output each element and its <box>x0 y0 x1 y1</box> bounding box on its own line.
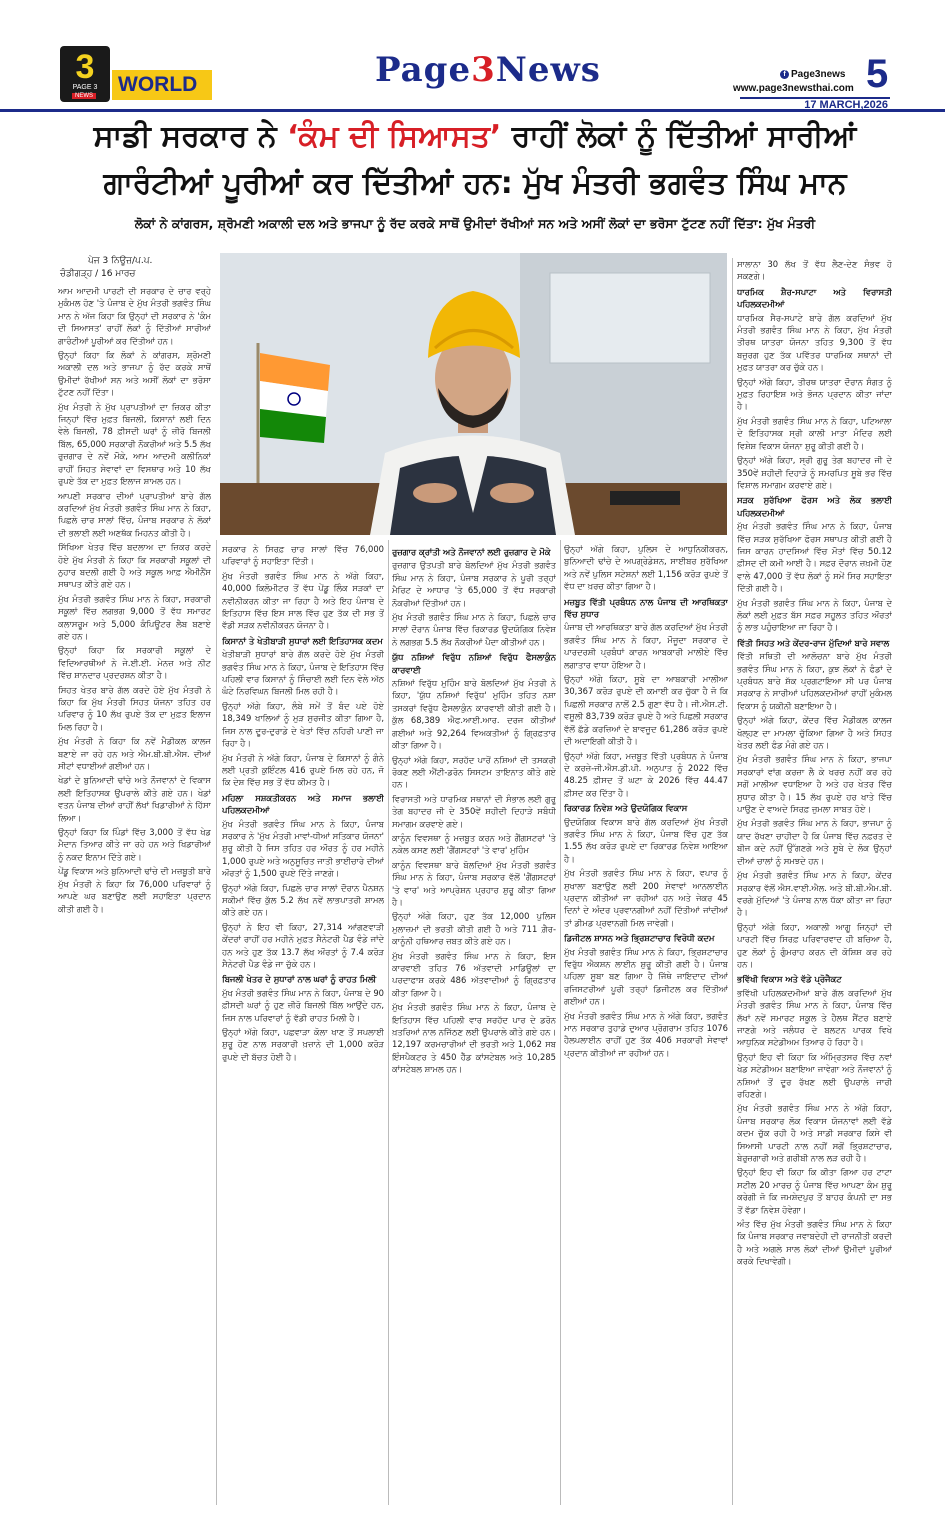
article-paragraph: ਮੁੱਖ ਮੰਤਰੀ ਨੇ ਅੱਗੇ ਕਿਹਾ, ਪੰਜਾਬ ਦੇ ਕਿਸਾਨਾਂ ਨੂੰ ਗੰਨੇ ਲਈ ਪ੍ਰਤੀ ਕੁਇੰਟਲ 416 ਰੁਪਏ ਮਿਲ ਰਹੇ ਹਨ, ਜੋ ਕਿ ਦੇਸ਼ ਵਿੱਚ ਸਭ ਤੋਂ ਵੱਧ ਕੀਮਤ ਹੈ। <box>222 752 384 788</box>
article-subheading: ਮਜ਼ਬੂਤ ਵਿੱਤੀ ਪ੍ਰਬੰਧਨ ਨਾਲ ਪੰਜਾਬ ਦੀ ਆਰਥਿਕਤਾ ਵਿੱਚ ਸੁਧਾਰ <box>564 596 728 620</box>
article-paragraph: ਉਨ੍ਹਾਂ ਅੱਗੇ ਕਿਹਾ, ਪਛਵਾੜਾ ਕੋਲਾ ਖਾਣ ਤੋਂ ਸਪਲਾਈ ਸ਼ੁਰੂ ਹੋਣ ਨਾਲ ਸਰਕਾਰੀ ਖ਼ਜ਼ਾਨੇ ਦੀ 1,000 ਕਰੋੜ ਰੁਪਏ ਦੀ ਬੱਚਤ ਹੋਈ ਹੈ। <box>222 1027 384 1062</box>
subheadline: ਲੋਕਾਂ ਨੇ ਕਾਂਗਰਸ, ਸ਼੍ਰੋਮਣੀ ਅਕਾਲੀ ਦਲ ਅਤੇ ਭਾਜਪਾ ਨੂੰ ਰੱਦ ਕਰਕੇ ਸਾਥੋਂ ਉਮੀਦਾਂ ਰੱਖੀਆਂ ਸਨ ਅਤੇ ਅਸੀਂ ਲੋਕਾਂ ਦਾ ਭਰੋਸਾ ਟੁੱਟਣ ਨਹੀਂ ਦਿੱਤਾ: ਮੁੱਖ ਮੰਤਰੀ <box>134 216 816 231</box>
article-paragraph: ਖੇਡਾਂ ਦੇ ਬੁਨਿਆਦੀ ਢਾਂਚੇ ਅਤੇ ਨੌਜਵਾਨਾਂ ਦੇ ਵਿਕਾਸ ਲਈ ਇਤਿਹਾਸਕ ਉਪਰਾਲੇ ਕੀਤੇ ਗਏ ਹਨ। ਖੇਡਾਂ ਵਤਨ ਪੰਜਾਬ ਦੀਆਂ ਰਾਹੀਂ ਲੱਖਾਂ ਖਿਡਾਰੀਆਂ ਨੇ ਹਿੱਸਾ ਲਿਆ। <box>58 775 211 823</box>
article-paragraph: ਪੰਜਾਬ ਦੀ ਆਰਥਿਕਤਾ ਬਾਰੇ ਗੱਲ ਕਰਦਿਆਂ ਮੁੱਖ ਮੰਤਰੀ ਭਗਵੰਤ ਸਿੰਘ ਮਾਨ ਨੇ ਕਿਹਾ, ਮੌਜੂਦਾ ਸਰਕਾਰ ਦੇ ਪਾਰਦਰਸ਼ੀ ਪ੍ਰਬੰਧਾਂ ਕਾਰਨ ਆਬਕਾਰੀ ਮਾਲੀਏ ਵਿੱਚ ਲਗਾਤਾਰ ਵਾਧਾ ਹੋਇਆ ਹੈ। <box>564 622 728 670</box>
article-paragraph: ਮੁੱਖ ਮੰਤਰੀ ਭਗਵੰਤ ਸਿੰਘ ਮਾਨ ਨੇ ਕਿਹਾ, ਭ੍ਰਿਸ਼ਟਾਚਾਰ ਵਿਰੁੱਧ ਐਕਸ਼ਨ ਲਾਈਨ ਸ਼ੁਰੂ ਕੀਤੀ ਗਈ ਹੈ। ਪੰਜਾਬ ਪਹਿਲਾ ਸੂਬਾ ਬਣ ਗਿਆ ਹੈ ਜਿੱਥੇ ਜਾਇਦਾਦ ਦੀਆਂ ਰਜਿਸਟਰੀਆਂ ਪੂਰੀ ਤਰ੍ਹਾਂ ਡਿਜੀਟਲ ਕਰ ਦਿੱਤੀਆਂ ਗਈਆਂ ਹਨ। <box>564 946 728 1007</box>
logo-news-tag: NEWS <box>72 93 96 99</box>
article-paragraph: ਉਨ੍ਹਾਂ ਅੱਗੇ ਕਿਹਾ, ਕੇਂਦਰ ਵਿੱਚ ਮੈਡੀਕਲ ਕਾਲਜ ਖੋਲ੍ਹਣ ਦਾ ਮਾਮਲਾ ਚੁੱਕਿਆ ਗਿਆ ਹੈ ਅਤੇ ਸਿਹਤ ਖੇਤਰ ਲਈ ਫੰਡ ਮੰਗੇ ਗਏ ਹਨ। <box>737 715 892 751</box>
logo-text: PAGE 3 <box>72 84 98 91</box>
article-paragraph: ਮੁੱਖ ਮੰਤਰੀ ਭਗਵੰਤ ਸਿੰਘ ਮਾਨ ਨੇ ਕਿਹਾ, ਪਟਿਆਲਾ ਦੇ ਇਤਿਹਾਸਕ ਸ੍ਰੀ ਕਾਲੀ ਮਾਤਾ ਮੰਦਿਰ ਲਈ ਵਿਸ਼ੇਸ਼ ਵਿਕਾਸ ਯੋਜਨਾ ਸ਼ੁਰੂ ਕੀਤੀ ਗਈ ਹੈ। <box>737 415 892 451</box>
issue-date: 17 MARCH,2026 <box>740 97 890 111</box>
article-paragraph: ਉਨ੍ਹਾਂ ਅੱਗੇ ਕਿਹਾ, ਸੂਬੇ ਦਾ ਆਬਕਾਰੀ ਮਾਲੀਆ 30,367 ਕਰੋੜ ਰੁਪਏ ਦੀ ਕਮਾਈ ਕਰ ਚੁੱਕਾ ਹੈ ਜੋ ਕਿ ਪਿਛਲੀ ਸਰਕਾਰ ਨਾਲੋਂ 2.5 ਗੁਣਾ ਵੱਧ ਹੈ। ਜੀ.ਐਸ.ਟੀ. ਵਸੂਲੀ 83,739 ਕਰੋੜ ਰੁਪਏ ਹੈ ਅਤੇ ਪਿਛਲੀ ਸਰਕਾਰ ਵੱਲੋਂ ਛੱਡੇ ਕਰਜ਼ਿਆਂ ਦੇ ਬਾਵਜੂਦ 61,286 ਕਰੋੜ ਰੁਪਏ ਦੀ ਅਦਾਇਗੀ ਕੀਤੀ ਹੈ। <box>564 674 728 747</box>
article-paragraph: ਭਵਿੱਖੀ ਪਹਿਲਕਦਮੀਆਂ ਬਾਰੇ ਗੱਲ ਕਰਦਿਆਂ ਮੁੱਖ ਮੰਤਰੀ ਭਗਵੰਤ ਸਿੰਘ ਮਾਨ ਨੇ ਕਿਹਾ, ਪੰਜਾਬ ਵਿੱਚ ਲੱਖਾਂ ਨਵੇਂ ਸਮਾਰਟ ਸਕੂਲ ਤੇ ਹੈਲਥ ਸੈਂਟਰ ਬਣਾਏ ਜਾਣਗੇ ਅਤੇ ਜਲੰਧਰ ਦੇ ਬਲਟਨ ਪਾਰਕ ਵਿਖੇ ਆਧੁਨਿਕ ਸਟੇਡੀਅਮ ਤਿਆਰ ਹੋ ਰਿਹਾ ਹੈ। <box>737 987 892 1048</box>
headline-line-1 <box>50 116 900 158</box>
article-paragraph: ਆਮ ਆਦਮੀ ਪਾਰਟੀ ਦੀ ਸਰਕਾਰ ਦੇ ਚਾਰ ਵਰ੍ਹੇ ਮੁਕੰਮਲ ਹੋਣ 'ਤੇ ਪੰਜਾਬ ਦੇ ਮੁੱਖ ਮੰਤਰੀ ਭਗਵੰਤ ਸਿੰਘ ਮਾਨ ਨੇ ਅੱਜ ਕਿਹਾ ਕਿ ਉਨ੍ਹਾਂ ਦੀ ਸਰਕਾਰ ਨੇ 'ਕੰਮ ਦੀ ਸਿਆਸਤ' ਰਾਹੀਂ ਲੋਕਾਂ ਨੂੰ ਦਿੱਤੀਆਂ ਸਾਰੀਆਂ ਗਾਰੰਟੀਆਂ ਪੂਰੀਆਂ ਕਰ ਦਿੱਤੀਆਂ ਹਨ। <box>58 286 211 346</box>
article-paragraph: ਵਿੱਤੀ ਸਥਿਤੀ ਦੀ ਆਲੋਚਨਾ ਬਾਰੇ ਮੁੱਖ ਮੰਤਰੀ ਭਗਵੰਤ ਸਿੰਘ ਮਾਨ ਨੇ ਕਿਹਾ, ਕੁਝ ਲੋਕਾਂ ਨੇ ਫੰਡਾਂ ਦੇ ਪ੍ਰਬੰਧਨ ਬਾਰੇ ਸ਼ੱਕ ਪ੍ਰਗਟਾਇਆ ਸੀ ਪਰ ਪੰਜਾਬ ਸਰਕਾਰ ਨੇ ਸਾਰੀਆਂ ਪਹਿਲਕਦਮੀਆਂ ਰਾਹੀਂ ਮੁਕੰਮਲ ਵਿਕਾਸ ਨੂੰ ਯਕੀਨੀ ਬਣਾਇਆ ਹੈ। <box>737 651 892 711</box>
article-paragraph: ਅੰਤ ਵਿੱਚ ਮੁੱਖ ਮੰਤਰੀ ਭਗਵੰਤ ਸਿੰਘ ਮਾਨ ਨੇ ਕਿਹਾ ਕਿ ਪੰਜਾਬ ਸਰਕਾਰ ਜਵਾਬਦੇਹੀ ਦੀ ਰਾਜਨੀਤੀ ਕਰਦੀ ਹੈ ਅਤੇ ਅਗਲੇ ਸਾਲ ਲੋਕਾਂ ਦੀਆਂ ਉਮੀਦਾਂ ਪੂਰੀਆਂ ਕਰਕੇ ਦਿਖਾਵੇਗੀ। <box>737 1219 892 1267</box>
article-subheading: ਭਵਿੱਖੀ ਵਿਕਾਸ ਅਤੇ ਵੱਡੇ ਪ੍ਰੋਜੈਕਟ <box>737 974 842 985</box>
article-column-3 <box>392 543 556 1505</box>
article-paragraph: ਮੁੱਖ ਮੰਤਰੀ ਭਗਵੰਤ ਸਿੰਘ ਮਾਨ ਨੇ ਅੱਗੇ ਕਿਹਾ, 40,000 ਕਿਲੋਮੀਟਰ ਤੋਂ ਵੱਧ ਪੇਂਡੂ ਲਿੰਕ ਸੜਕਾਂ ਦਾ ਨਵੀਨੀਕਰਨ ਕੀਤਾ ਜਾ ਰਿਹਾ ਹੈ ਅਤੇ ਇਹ ਪੰਜਾਬ ਦੇ ਇਤਿਹਾਸ ਵਿੱਚ ਇਸ ਸਾਲ ਵਿੱਚ ਹੁਣ ਤੱਕ ਦੀ ਸਭ ਤੋਂ ਵੱਡੀ ਸੜਕ ਨਵੀਨੀਕਰਨ ਯੋਜਨਾ ਹੈ। <box>222 570 384 631</box>
column-divider <box>560 540 561 1505</box>
column-divider <box>388 540 389 1505</box>
article-subheading: ਯੁੱਧ ਨਸ਼ਿਆਂ ਵਿਰੁੱਧ ਨਸ਼ਿਆਂ ਵਿਰੁੱਧ ਫੈਸਲਾਕੁੰਨ ਕਾਰਵਾਈ <box>392 652 556 675</box>
article-paragraph: ਮੁੱਖ ਮੰਤਰੀ ਨੇ ਮੁੱਖ ਪ੍ਰਾਪਤੀਆਂ ਦਾ ਜ਼ਿਕਰ ਕੀਤਾ ਜਿਨ੍ਹਾਂ ਵਿੱਚ ਮੁਫ਼ਤ ਬਿਜਲੀ, ਕਿਸਾਨਾਂ ਲਈ ਦਿਨ ਵੇਲੇ ਬਿਜਲੀ, 78 ਫ਼ੀਸਦੀ ਘਰਾਂ ਨੂੰ ਜ਼ੀਰੋ ਬਿਜਲੀ ਬਿੱਲ, 65,000 ਸਰਕਾਰੀ ਨੌਕਰੀਆਂ ਅਤੇ 5.5 ਲੱਖ ਰੁਜ਼ਗਾਰ ਦੇ ਨਵੇਂ ਮੌਕੇ, ਆਮ ਆਦਮੀ ਕਲੀਨਿਕਾਂ ਰਾਹੀਂ ਸਿਹਤ ਸੇਵਾਵਾਂ ਦਾ ਵਿਸਥਾਰ ਅਤੇ 10 ਲੱਖ ਰੁਪਏ ਤੱਕ ਦਾ ਮੁਫ਼ਤ ਇਲਾਜ ਸ਼ਾਮਲ ਹਨ। <box>58 401 211 487</box>
article-paragraph: ਮੁੱਖ ਮੰਤਰੀ ਨੇ ਕਿਹਾ ਕਿ ਨਵੇਂ ਮੈਡੀਕਲ ਕਾਲਜ ਬਣਾਏ ਜਾ ਰਹੇ ਹਨ ਅਤੇ ਐਮ.ਬੀ.ਬੀ.ਐਸ. ਦੀਆਂ ਸੀਟਾਂ ਵਧਾਈਆਂ ਗਈਆਂ ਹਨ। <box>58 736 211 772</box>
social-handle <box>780 69 845 80</box>
article-paragraph: ਉਨ੍ਹਾਂ ਅੱਗੇ ਕਿਹਾ, ਹੁਣ ਤੱਕ 12,000 ਪੁਲਿਸ ਮੁਲਾਜ਼ਮਾਂ ਦੀ ਭਰਤੀ ਕੀਤੀ ਗਈ ਹੈ ਅਤੇ 711 ਗ਼ੈਰ-ਕਾਨੂੰਨੀ ਹਥਿਆਰ ਜ਼ਬਤ ਕੀਤੇ ਗਏ ਹਨ। <box>392 911 556 947</box>
article-paragraph: ਨਸ਼ਿਆਂ ਵਿਰੁੱਧ ਮੁਹਿੰਮ ਬਾਰੇ ਬੋਲਦਿਆਂ ਮੁੱਖ ਮੰਤਰੀ ਨੇ ਕਿਹਾ, 'ਯੁੱਧ ਨਸ਼ਿਆਂ ਵਿਰੁੱਧ' ਮੁਹਿੰਮ ਤਹਿਤ ਨਸ਼ਾ ਤਸਕਰਾਂ ਵਿਰੁੱਧ ਫੈਸਲਾਕੁੰਨ ਕਾਰਵਾਈ ਕੀਤੀ ਗਈ ਹੈ। ਕੁੱਲ 68,389 ਐਫ.ਆਈ.ਆਰ. ਦਰਜ ਕੀਤੀਆਂ ਗਈਆਂ ਅਤੇ 92,264 ਵਿਅਕਤੀਆਂ ਨੂੰ ਗ੍ਰਿਫ਼ਤਾਰ ਕੀਤਾ ਗਿਆ ਹੈ। <box>392 678 556 751</box>
article-paragraph: ਮੁੱਖ ਮੰਤਰੀ ਭਗਵੰਤ ਸਿੰਘ ਮਾਨ ਨੇ ਕਿਹਾ, ਕੇਂਦਰ ਸਰਕਾਰ ਵੱਲੋਂ ਐਸ.ਵਾਈ.ਐਲ. ਅਤੇ ਬੀ.ਬੀ.ਐਮ.ਬੀ. ਵਰਗੇ ਮੁੱਦਿਆਂ 'ਤੇ ਪੰਜਾਬ ਨਾਲ ਧੱਕਾ ਕੀਤਾ ਜਾ ਰਿਹਾ ਹੈ। <box>737 870 892 918</box>
article-paragraph: ਮੁੱਖ ਮੰਤਰੀ ਭਗਵੰਤ ਸਿੰਘ ਮਾਨ ਨੇ ਕਿਹਾ, ਭਾਜਪਾ ਨੂੰ ਯਾਦ ਰੱਖਣਾ ਚਾਹੀਦਾ ਹੈ ਕਿ ਪੰਜਾਬ ਵਿੱਚ ਨਫ਼ਰਤ ਦੇ ਬੀਜ ਕਦੇ ਨਹੀਂ ਉੱਗਣਗੇ ਅਤੇ ਸੂਬੇ ਦੇ ਲੋਕ ਉਨ੍ਹਾਂ ਦੀਆਂ ਚਾਲਾਂ ਨੂੰ ਸਮਝਦੇ ਹਨ। <box>737 818 892 866</box>
article-subheading: ਵਿੱਤੀ ਸਿਹਤ ਅਤੇ ਕੇਂਦਰ-ਰਾਜ ਮੁੱਦਿਆਂ ਬਾਰੇ ਸਵਾਲ <box>737 637 890 648</box>
article-paragraph: ਕਾਨੂੰਨ ਵਿਵਸਥਾ ਬਾਰੇ ਬੋਲਦਿਆਂ ਮੁੱਖ ਮੰਤਰੀ ਭਗਵੰਤ ਸਿੰਘ ਮਾਨ ਨੇ ਕਿਹਾ, ਪੰਜਾਬ ਸਰਕਾਰ ਵੱਲੋਂ 'ਗੈਂਗਸਟਰਾਂ 'ਤੇ ਵਾਰ' ਅਤੇ ਆਪ੍ਰੇਸ਼ਨ ਪ੍ਰਹਾਰ ਸ਼ੁਰੂ ਕੀਤਾ ਗਿਆ ਹੈ। <box>392 859 556 907</box>
article-paragraph: ਉਨ੍ਹਾਂ ਅੱਗੇ ਕਿਹਾ, ਸ੍ਰੀ ਗੁਰੂ ਤੇਗ ਬਹਾਦਰ ਜੀ ਦੇ 350ਵੇਂ ਸ਼ਹੀਦੀ ਦਿਹਾੜੇ ਨੂੰ ਸਮਰਪਿਤ ਸੂਬੇ ਭਰ ਵਿੱਚ ਵਿਸ਼ਾਲ ਸਮਾਗਮ ਕਰਵਾਏ ਗਏ। <box>737 455 892 490</box>
headline-line-2: ਗਾਰੰਟੀਆਂ ਪੂਰੀਆਂ ਕਰ ਦਿੱਤੀਆਂ ਹਨ: ਮੁੱਖ ਮੰਤਰੀ ਭਗਵੰਤ ਸਿੰਘ ਮਾਨ <box>103 166 847 201</box>
headline-highlight: ‘ਕੰਮ ਦੀ ਸਿਆਸਤ’ <box>287 119 502 154</box>
article-paragraph: ਉਨ੍ਹਾਂ ਅੱਗੇ ਕਿਹਾ, ਤੀਰਥ ਯਾਤਰਾ ਦੌਰਾਨ ਸੰਗਤ ਨੂੰ ਮੁਫ਼ਤ ਰਿਹਾਇਸ਼ ਅਤੇ ਭੋਜਨ ਪ੍ਰਦਾਨ ਕੀਤਾ ਜਾਂਦਾ ਹੈ। <box>737 376 892 412</box>
facebook-icon: f <box>780 70 789 79</box>
article-subheading: ਕਿਸਾਨਾਂ ਤੇ ਖੇਤੀਬਾੜੀ ਸੁਧਾਰਾਂ ਲਈ ਇਤਿਹਾਸਕ ਕਦਮ <box>222 635 383 646</box>
article-paragraph: ਸਰਕਾਰ ਨੇ ਸਿਰਫ਼ ਚਾਰ ਸਾਲਾਂ ਵਿੱਚ 76,000 ਪਰਿਵਾਰਾਂ ਨੂੰ ਸਹਾਇਤਾ ਦਿੱਤੀ। <box>222 544 384 567</box>
article-paragraph: ਉਨ੍ਹਾਂ ਅੱਗੇ ਕਿਹਾ, ਪਿਛਲੇ ਚਾਰ ਸਾਲਾਂ ਦੌਰਾਨ ਪੈਨਸ਼ਨ ਸਕੀਮਾਂ ਵਿੱਚ ਕੁੱਲ 5.2 ਲੱਖ ਨਵੇਂ ਲਾਭਪਾਤਰੀ ਸ਼ਾਮਲ ਕੀਤੇ ਗਏ ਹਨ। <box>222 882 384 918</box>
india-flag-icon <box>260 353 330 443</box>
headline-start: ਸਾਡੀ ਸਰਕਾਰ ਨੇ <box>93 119 277 154</box>
article-paragraph: ਮੁੱਖ ਮੰਤਰੀ ਭਗਵੰਤ ਸਿੰਘ ਮਾਨ ਨੇ ਕਿਹਾ, ਪੰਜਾਬ ਦੇ ਲੋਕਾਂ ਲਈ ਮੁਫ਼ਤ ਬੱਸ ਸਫ਼ਰ ਸਹੂਲਤ ਤਹਿਤ ਔਰਤਾਂ ਨੂੰ ਲਾਭ ਪਹੁੰਚਾਇਆ ਜਾ ਰਿਹਾ ਹੈ। <box>737 597 892 633</box>
article-paragraph: ਮੁੱਖ ਮੰਤਰੀ ਭਗਵੰਤ ਸਿੰਘ ਮਾਨ ਨੇ ਕਿਹਾ, ਵਪਾਰ ਨੂੰ ਸੁਖਾਲਾ ਬਣਾਉਣ ਲਈ 200 ਸੇਵਾਵਾਂ ਆਨਲਾਈਨ ਪ੍ਰਦਾਨ ਕੀਤੀਆਂ ਜਾ ਰਹੀਆਂ ਹਨ ਅਤੇ ਜੇਕਰ 45 ਦਿਨਾਂ ਦੇ ਅੰਦਰ ਪ੍ਰਵਾਨਗੀਆਂ ਨਹੀਂ ਦਿੱਤੀਆਂ ਜਾਂਦੀਆਂ ਤਾਂ ਡੀਮਡ ਪ੍ਰਵਾਨਗੀ ਮਿਲ ਜਾਵੇਗੀ। <box>564 868 728 928</box>
article-paragraph: ਕਾਨੂੰਨ ਵਿਵਸਥਾ ਨੂੰ ਮਜ਼ਬੂਤ ਕਰਨ ਅਤੇ ਗੈਂਗਸਟਰਾਂ 'ਤੇ ਨਕੇਲ ਕਸਣ ਲਈ 'ਗੈਂਗਸਟਰਾਂ 'ਤੇ ਵਾਰ' ਮੁਹਿੰਮ <box>392 832 556 856</box>
article-paragraph: ਉਨ੍ਹਾਂ ਅੱਗੇ ਕਿਹਾ, ਅਕਾਲੀ ਆਗੂ ਜਿਨ੍ਹਾਂ ਦੀ ਪਾਰਟੀ ਵਿੱਚ ਸਿਰਫ਼ ਪਰਿਵਾਰਵਾਦ ਹੀ ਬਚਿਆ ਹੈ, ਹੁਣ ਲੋਕਾਂ ਨੂੰ ਗੁੰਮਰਾਹ ਕਰਨ ਦੀ ਕੋਸ਼ਿਸ਼ ਕਰ ਰਹੇ ਹਨ। <box>737 921 892 969</box>
article-photo <box>220 253 727 535</box>
column-divider <box>216 540 217 1505</box>
article-subheading: ਰੁਜ਼ਗਾਰ ਕ੍ਰਾਂਤੀ ਅਤੇ ਨੌਜਵਾਨਾਂ ਲਈ ਰੁਜ਼ਗਾਰ ਦੇ ਮੌਕੇ <box>392 547 551 557</box>
article-paragraph: ਖੇਤੀਬਾੜੀ ਸੁਧਾਰਾਂ ਬਾਰੇ ਗੱਲ ਕਰਦੇ ਹੋਏ ਮੁੱਖ ਮੰਤਰੀ ਭਗਵੰਤ ਸਿੰਘ ਮਾਨ ਨੇ ਕਿਹਾ, ਪੰਜਾਬ ਦੇ ਇਤਿਹਾਸ ਵਿੱਚ ਪਹਿਲੀ ਵਾਰ ਕਿਸਾਨਾਂ ਨੂੰ ਸਿੰਚਾਈ ਲਈ ਦਿਨ ਵੇਲੇ ਅੱਠ ਘੰਟੇ ਨਿਰਵਿਘਨ ਬਿਜਲੀ ਮਿਲ ਰਹੀ ਹੈ। <box>222 649 384 697</box>
article-subheading: ਡਿਜੀਟਲ ਸ਼ਾਸਨ ਅਤੇ ਭ੍ਰਿਸ਼ਟਾਚਾਰ ਵਿਰੋਧੀ ਕਦਮ <box>564 933 715 944</box>
social-handle-text: Page3news <box>791 69 846 80</box>
article-subheading: ਮਹਿਲਾ ਸਸ਼ਕਤੀਕਰਨ ਅਤੇ ਸਮਾਜ ਭਲਾਈ ਪਹਿਲਕਦਮੀਆਂ <box>222 792 384 816</box>
article-subheading: ਧਾਰਮਿਕ ਸ਼ੈਰ-ਸਪਾਟਾ ਅਤੇ ਵਿਰਾਸਤੀ ਪਹਿਲਕਦਮੀਆਂ <box>737 286 892 310</box>
article-paragraph: ਧਾਰਮਿਕ ਸੈਰ-ਸਪਾਟੇ ਬਾਰੇ ਗੱਲ ਕਰਦਿਆਂ ਮੁੱਖ ਮੰਤਰੀ ਭਗਵੰਤ ਸਿੰਘ ਮਾਨ ਨੇ ਕਿਹਾ, ਮੁੱਖ ਮੰਤਰੀ ਤੀਰਥ ਯਾਤਰਾ ਯੋਜਨਾ ਤਹਿਤ 9,300 ਤੋਂ ਵੱਧ ਬਜ਼ੁਰਗ ਹੁਣ ਤੱਕ ਪਵਿੱਤਰ ਧਾਰਮਿਕ ਸਥਾਨਾਂ ਦੀ ਮੁਫ਼ਤ ਯਾਤਰਾ ਕਰ ਚੁੱਕੇ ਹਨ। <box>737 312 892 373</box>
article-paragraph: ਉਨ੍ਹਾਂ ਕਿਹਾ ਕਿ ਲੋਕਾਂ ਨੇ ਕਾਂਗਰਸ, ਸ਼੍ਰੋਮਣੀ ਅਕਾਲੀ ਦਲ ਅਤੇ ਭਾਜਪਾ ਨੂੰ ਰੱਦ ਕਰਕੇ ਸਾਥੋਂ ਉਮੀਦਾਂ ਰੱਖੀਆਂ ਸਨ ਅਤੇ ਅਸੀਂ ਲੋਕਾਂ ਦਾ ਭਰੋਸਾ ਟੁੱਟਣ ਨਹੀਂ ਦਿੱਤਾ। <box>58 350 211 398</box>
article-paragraph: ਉਦਯੋਗਿਕ ਵਿਕਾਸ ਬਾਰੇ ਗੱਲ ਕਰਦਿਆਂ ਮੁੱਖ ਮੰਤਰੀ ਭਗਵੰਤ ਸਿੰਘ ਮਾਨ ਨੇ ਕਿਹਾ, ਪੰਜਾਬ ਵਿੱਚ ਹੁਣ ਤੱਕ 1.55 ਲੱਖ ਕਰੋੜ ਰੁਪਏ ਦਾ ਰਿਕਾਰਡ ਨਿਵੇਸ਼ ਆਇਆ ਹੈ। <box>564 816 728 864</box>
nameplate <box>610 491 680 505</box>
article-paragraph: ਸਿੱਖਿਆ ਖੇਤਰ ਵਿੱਚ ਬਦਲਾਅ ਦਾ ਜ਼ਿਕਰ ਕਰਦੇ ਹੋਏ ਮੁੱਖ ਮੰਤਰੀ ਨੇ ਕਿਹਾ ਕਿ ਸਰਕਾਰੀ ਸਕੂਲਾਂ ਦੀ ਨੁਹਾਰ ਬਦਲੀ ਗਈ ਹੈ ਅਤੇ ਸਕੂਲ ਆਫ਼ ਐਮੀਨੈਂਸ ਸਥਾਪਤ ਕੀਤੇ ਗਏ ਹਨ। <box>58 542 211 590</box>
section-label: WORLD <box>112 70 212 100</box>
website-url: www.page3newsthai.com <box>733 83 854 94</box>
masthead-three: 3 <box>471 50 496 90</box>
byline <box>60 255 210 281</box>
byline-dateline: ਚੰਡੀਗੜ੍ਹ / 16 ਮਾਰਚ <box>60 269 136 279</box>
article-column-2 <box>222 543 384 1505</box>
article-paragraph: ਰੁਜ਼ਗਾਰ ਉਤਪਤੀ ਬਾਰੇ ਬੋਲਦਿਆਂ ਮੁੱਖ ਮੰਤਰੀ ਭਗਵੰਤ ਸਿੰਘ ਮਾਨ ਨੇ ਕਿਹਾ, ਪੰਜਾਬ ਸਰਕਾਰ ਨੇ ਪੂਰੀ ਤਰ੍ਹਾਂ ਮੈਰਿਟ ਦੇ ਆਧਾਰ 'ਤੇ 65,000 ਤੋਂ ਵੱਧ ਸਰਕਾਰੀ ਨੌਕਰੀਆਂ ਦਿੱਤੀਆਂ ਹਨ। <box>392 560 556 608</box>
article-paragraph: ਉਨ੍ਹਾਂ ਕਿਹਾ ਕਿ ਪਿੰਡਾਂ ਵਿੱਚ 3,000 ਤੋਂ ਵੱਧ ਖੇਡ ਮੈਦਾਨ ਤਿਆਰ ਕੀਤੇ ਜਾ ਰਹੇ ਹਨ ਅਤੇ ਖਿਡਾਰੀਆਂ ਨੂੰ ਨਕਦ ਇਨਾਮ ਦਿੱਤੇ ਗਏ। <box>58 827 211 862</box>
article-paragraph: ਸਾਲਾਨਾ 30 ਲੱਖ ਤੋਂ ਵੱਧ ਲੈਣ-ਦੇਣ ਸੰਭਵ ਹੋ ਸਕਣਗੇ। <box>737 259 892 282</box>
article-paragraph: ਮੁੱਖ ਮੰਤਰੀ ਭਗਵੰਤ ਸਿੰਘ ਮਾਨ ਨੇ ਕਿਹਾ, ਸਰਕਾਰੀ ਸਕੂਲਾਂ ਵਿੱਚ ਲਗਭਗ 9,000 ਤੋਂ ਵੱਧ ਸਮਾਰਟ ਕਲਾਸਰੂਮ ਅਤੇ 5,000 ਕੰਪਿਊਟਰ ਲੈਬ ਬਣਾਏ ਗਏ ਹਨ। <box>58 593 211 641</box>
cm-portrait-illustration <box>220 253 727 535</box>
article-paragraph: ਮੁੱਖ ਮੰਤਰੀ ਭਗਵੰਤ ਸਿੰਘ ਮਾਨ ਨੇ ਅੱਗੇ ਕਿਹਾ, ਪੰਜਾਬ ਸਰਕਾਰ ਲੋਕ ਵਿਕਾਸ ਯੋਜਨਾਵਾਂ ਲਈ ਵੱਡੇ ਕਦਮ ਚੁੱਕ ਰਹੀ ਹੈ ਅਤੇ ਸਾਡੀ ਸਰਕਾਰ ਕਿਸੇ ਵੀ ਸਿਆਸੀ ਪਾਰਟੀ ਨਾਲ ਨਹੀਂ ਸਗੋਂ ਭ੍ਰਿਸ਼ਟਾਚਾਰ, ਬੇਰੁਜ਼ਗਾਰੀ ਅਤੇ ਗਰੀਬੀ ਨਾਲ ਲੜ ਰਹੀ ਹੈ। <box>737 1103 892 1164</box>
headline-end: ਰਾਹੀਂ ਲੋਕਾਂ ਨੂੰ ਦਿੱਤੀਆਂ ਸਾਰੀਆਂ <box>511 119 857 154</box>
article-column-1 <box>58 285 211 1505</box>
article-paragraph: ਉਨ੍ਹਾਂ ਕਿਹਾ ਕਿ ਸਰਕਾਰੀ ਸਕੂਲਾਂ ਦੇ ਵਿਦਿਆਰਥੀਆਂ ਨੇ ਜੇ.ਈ.ਈ. ਮੇਨਜ਼ ਅਤੇ ਨੀਟ ਵਿੱਚ ਸ਼ਾਨਦਾਰ ਪ੍ਰਦਰਸ਼ਨ ਕੀਤਾ ਹੈ। <box>58 645 211 681</box>
article-paragraph: ਉਨ੍ਹਾਂ ਇਹ ਵੀ ਕਿਹਾ ਕਿ ਕੀਤਾ ਗਿਆ ਹਰ ਟਾਟਾ ਸਟੀਲ 20 ਮਾਰਚ ਨੂੰ ਪੰਜਾਬ ਵਿੱਚ ਆਪਣਾ ਕੰਮ ਸ਼ੁਰੂ ਕਰੇਗੀ ਜੋ ਕਿ ਜਮਸ਼ੇਦਪੁਰ ਤੋਂ ਬਾਹਰ ਕੰਪਨੀ ਦਾ ਸਭ ਤੋਂ ਵੱਡਾ ਨਿਵੇਸ਼ ਹੋਵੇਗਾ। <box>737 1167 892 1215</box>
article-subheading: ਸੜਕ ਸੁਰੱਖਿਆ ਫੋਰਸ ਅਤੇ ਲੋਕ ਭਲਾਈ ਪਹਿਲਕਦਮੀਆਂ <box>737 495 892 518</box>
article-paragraph: ਮੁੱਖ ਮੰਤਰੀ ਭਗਵੰਤ ਸਿੰਘ ਮਾਨ ਨੇ ਕਿਹਾ, ਪੰਜਾਬ ਦੇ ਇਤਿਹਾਸ ਵਿੱਚ ਪਹਿਲੀ ਵਾਰ ਸਰਹੱਦ ਪਾਰ ਦੇ ਡਰੋਨ ਖ਼ਤਰਿਆਂ ਨਾਲ ਨਜਿੱਠਣ ਲਈ ਉਪਰਾਲੇ ਕੀਤੇ ਗਏ ਹਨ। 12,197 ਕਰਮਚਾਰੀਆਂ ਦੀ ਭਰਤੀ ਅਤੇ 1,062 ਸਬ ਇੰਸਪੈਕਟਰ ਤੇ 450 ਹੈੱਡ ਕਾਂਸਟੇਬਲ ਅਤੇ 10,285 ਕਾਂਸਟੇਬਲ ਸ਼ਾਮਲ ਹਨ। <box>392 1002 556 1075</box>
logo-number: 3 <box>75 48 95 86</box>
article-paragraph: ਮੁੱਖ ਮੰਤਰੀ ਭਗਵੰਤ ਸਿੰਘ ਮਾਨ ਨੇ ਕਿਹਾ, ਪੰਜਾਬ ਦੇ 90 ਫ਼ੀਸਦੀ ਘਰਾਂ ਨੂੰ ਹੁਣ ਜ਼ੀਰੋ ਬਿਜਲੀ ਬਿੱਲ ਆਉਂਦੇ ਹਨ, ਜਿਸ ਨਾਲ ਪਰਿਵਾਰਾਂ ਨੂੰ ਵੱਡੀ ਰਾਹਤ ਮਿਲੀ ਹੈ। <box>222 987 384 1023</box>
article-paragraph: ਉਨ੍ਹਾਂ ਅੱਗੇ ਕਿਹਾ, ਮਜ਼ਬੂਤ ਵਿੱਤੀ ਪ੍ਰਬੰਧਨ ਨੇ ਪੰਜਾਬ ਦੇ ਕਰਜ਼ੇ-ਜੀ.ਐਸ.ਡੀ.ਪੀ. ਅਨੁਪਾਤ ਨੂੰ 2022 ਵਿੱਚ 48.25 ਫ਼ੀਸਦ ਤੋਂ ਘਟਾ ਕੇ 2026 ਵਿੱਚ 44.47 ਫ਼ੀਸਦ ਕਰ ਦਿੱਤਾ ਹੈ। <box>564 750 728 798</box>
article-paragraph: ਉਨ੍ਹਾਂ ਅੱਗੇ ਕਿਹਾ, ਸਰਹੱਦ ਪਾਰੋਂ ਨਸ਼ਿਆਂ ਦੀ ਤਸਕਰੀ ਰੋਕਣ ਲਈ ਐਂਟੀ-ਡਰੋਨ ਸਿਸਟਮ ਤਾਇਨਾਤ ਕੀਤੇ ਗਏ ਹਨ। <box>392 754 556 790</box>
page3-logo <box>60 46 110 102</box>
article-column-4 <box>564 543 728 1505</box>
article-subheading: ਬਿਜਲੀ ਖੇਤਰ ਦੇ ਸੁਧਾਰਾਂ ਨਾਲ ਘਰਾਂ ਨੂੰ ਰਾਹਤ ਮਿਲੀ <box>222 974 377 985</box>
article-paragraph: ਉਨ੍ਹਾਂ ਨੇ ਇਹ ਵੀ ਕਿਹਾ, 27,314 ਆਂਗਣਵਾੜੀ ਕੇਂਦਰਾਂ ਰਾਹੀਂ ਹਰ ਮਹੀਨੇ ਮੁਫ਼ਤ ਸੈਨੇਟਰੀ ਪੈਡ ਵੰਡੇ ਜਾਂਦੇ ਹਨ ਅਤੇ ਹੁਣ ਤੱਕ 13.7 ਲੱਖ ਔਰਤਾਂ ਨੂੰ 7.4 ਕਰੋੜ ਸੈਨੇਟਰੀ ਪੈਡ ਵੰਡੇ ਜਾ ਚੁੱਕੇ ਹਨ। <box>222 921 384 969</box>
article-paragraph: ਪੇਂਡੂ ਵਿਕਾਸ ਅਤੇ ਬੁਨਿਆਦੀ ਢਾਂਚੇ ਦੀ ਮਜ਼ਬੂਤੀ ਬਾਰੇ ਮੁੱਖ ਮੰਤਰੀ ਨੇ ਕਿਹਾ ਕਿ 76,000 ਪਰਿਵਾਰਾਂ ਨੂੰ ਆਪਣੇ ਘਰ ਬਣਾਉਣ ਲਈ ਸਹਾਇਤਾ ਪ੍ਰਦਾਨ ਕੀਤੀ ਗਈ ਹੈ। <box>58 866 211 914</box>
masthead-part1: Page <box>375 50 472 90</box>
article-paragraph: ਵਿਰਾਸਤੀ ਅਤੇ ਧਾਰਮਿਕ ਸਥਾਨਾਂ ਦੀ ਸੰਭਾਲ ਲਈ ਗੁਰੂ ਤੇਗ ਬਹਾਦਰ ਜੀ ਦੇ 350ਵੇਂ ਸ਼ਹੀਦੀ ਦਿਹਾੜੇ ਸਬੰਧੀ ਸਮਾਗਮ ਕਰਵਾਏ ਗਏ। <box>392 793 556 829</box>
article-paragraph: ਸਿਹਤ ਖੇਤਰ ਬਾਰੇ ਗੱਲ ਕਰਦੇ ਹੋਏ ਮੁੱਖ ਮੰਤਰੀ ਨੇ ਕਿਹਾ ਕਿ ਮੁੱਖ ਮੰਤਰੀ ਸਿਹਤ ਯੋਜਨਾ ਤਹਿਤ ਹਰ ਪਰਿਵਾਰ ਨੂੰ 10 ਲੱਖ ਰੁਪਏ ਤੱਕ ਦਾ ਮੁਫ਼ਤ ਇਲਾਜ ਮਿਲ ਰਿਹਾ ਹੈ। <box>58 684 211 732</box>
article-subheading: ਰਿਕਾਰਡ ਨਿਵੇਸ਼ ਅਤੇ ਉਦਯੋਗਿਕ ਵਿਕਾਸ <box>564 803 688 814</box>
page-number: 5 <box>866 52 889 96</box>
article-column-5 <box>737 258 892 1505</box>
article-paragraph: ਆਪਣੀ ਸਰਕਾਰ ਦੀਆਂ ਪ੍ਰਾਪਤੀਆਂ ਬਾਰੇ ਗੱਲ ਕਰਦਿਆਂ ਮੁੱਖ ਮੰਤਰੀ ਭਗਵੰਤ ਸਿੰਘ ਮਾਨ ਨੇ ਕਿਹਾ, ਪਿਛਲੇ ਚਾਰ ਸਾਲਾਂ ਵਿੱਚ, ਪੰਜਾਬ ਸਰਕਾਰ ਨੇ ਲੋਕਾਂ ਦੀ ਭਲਾਈ ਲਈ ਅਣਥੱਕ ਮਿਹਨਤ ਕੀਤੀ ਹੈ। <box>58 490 211 538</box>
article-paragraph: ਮੁੱਖ ਮੰਤਰੀ ਭਗਵੰਤ ਸਿੰਘ ਮਾਨ ਨੇ ਕਿਹਾ, ਭਾਜਪਾ ਸਰਕਾਰਾਂ ਵਾਂਗ ਕਰਜ਼ਾ ਲੈ ਕੇ ਖਰਚ ਨਹੀਂ ਕਰ ਰਹੇ ਸਗੋਂ ਮਾਲੀਆ ਵਧਾਇਆ ਹੈ ਅਤੇ ਹਰ ਖੇਤਰ ਵਿੱਚ ਸੁਧਾਰ ਕੀਤਾ ਹੈ। 15 ਲੱਖ ਰੁਪਏ ਹਰ ਖਾਤੇ ਵਿੱਚ ਪਾਉਣ ਦੇ ਵਾਅਦੇ ਸਿਰਫ਼ ਜੁਮਲਾ ਸਾਬਤ ਹੋਏ। <box>737 754 892 815</box>
article-paragraph: ਮੁੱਖ ਮੰਤਰੀ ਭਗਵੰਤ ਸਿੰਘ ਮਾਨ ਨੇ ਕਿਹਾ, ਇਸ ਕਾਰਵਾਈ ਤਹਿਤ 76 ਅੱਤਵਾਦੀ ਮਾਡਿਊਲਾਂ ਦਾ ਪਰਦਾਫਾਸ਼ ਕਰਕੇ 486 ਅੱਤਵਾਦੀਆਂ ਨੂੰ ਗ੍ਰਿਫ਼ਤਾਰ ਕੀਤਾ ਗਿਆ ਹੈ। <box>392 950 556 998</box>
article-paragraph: ਮੁੱਖ ਮੰਤਰੀ ਭਗਵੰਤ ਸਿੰਘ ਮਾਨ ਨੇ ਅੱਗੇ ਕਿਹਾ, ਭਗਵੰਤ ਮਾਨ ਸਰਕਾਰ ਤੁਹਾਡੇ ਦੁਆਰ ਪ੍ਰੋਗਰਾਮ ਤਹਿਤ 1076 ਹੈਲਪਲਾਈਨ ਰਾਹੀਂ ਹੁਣ ਤੱਕ 406 ਸਰਕਾਰੀ ਸੇਵਾਵਾਂ ਪ੍ਰਦਾਨ ਕੀਤੀਆਂ ਜਾ ਰਹੀਆਂ ਹਨ। <box>564 1010 728 1058</box>
article-paragraph: ਉਨ੍ਹਾਂ ਅੱਗੇ ਕਿਹਾ, ਪੁਲਿਸ ਦੇ ਆਧੁਨਿਕੀਕਰਨ, ਬੁਨਿਆਦੀ ਢਾਂਚੇ ਦੇ ਅਪਗ੍ਰੇਡੇਸ਼ਨ, ਸਾਈਬਰ ਸੁਰੱਖਿਆ ਅਤੇ ਨਵੇਂ ਪੁਲਿਸ ਸਟੇਸ਼ਨਾਂ ਲਈ 1,156 ਕਰੋੜ ਰੁਪਏ ਤੋਂ ਵੱਧ ਦਾ ਖ਼ਰਚ ਕੀਤਾ ਗਿਆ ਹੈ। <box>564 544 728 592</box>
article-paragraph: ਉਨ੍ਹਾਂ ਇਹ ਵੀ ਕਿਹਾ ਕਿ ਅੰਮ੍ਰਿਤਸਰ ਵਿੱਚ ਨਵਾਂ ਖੇਡ ਸਟੇਡੀਅਮ ਬਣਾਇਆ ਜਾਵੇਗਾ ਅਤੇ ਨੌਜਵਾਨਾਂ ਨੂੰ ਨਸ਼ਿਆਂ ਤੋਂ ਦੂਰ ਰੱਖਣ ਲਈ ਉਪਰਾਲੇ ਜਾਰੀ ਰਹਿਣਗੇ। <box>737 1051 892 1099</box>
masthead-part2: News <box>495 50 601 90</box>
byline-agency: ਪੇਜ 3 ਨਿਊਜ਼/ਪ.ਪ. <box>88 256 153 266</box>
masthead <box>375 50 601 90</box>
article-paragraph: ਉਨ੍ਹਾਂ ਅੱਗੇ ਕਿਹਾ, ਲੰਬੇ ਸਮੇਂ ਤੋਂ ਬੰਦ ਪਏ ਹੋਏ 18,349 ਖਾਲਿਆਂ ਨੂੰ ਮੁੜ ਸੁਰਜੀਤ ਕੀਤਾ ਗਿਆ ਹੈ, ਜਿਸ ਨਾਲ ਦੂਰ-ਦੁਰਾਡੇ ਦੇ ਖੇਤਾਂ ਵਿੱਚ ਨਹਿਰੀ ਪਾਣੀ ਜਾ ਰਿਹਾ ਹੈ। <box>222 700 384 749</box>
column-divider <box>732 258 733 1505</box>
page-header <box>0 0 945 112</box>
article-paragraph: ਮੁੱਖ ਮੰਤਰੀ ਭਗਵੰਤ ਸਿੰਘ ਮਾਨ ਨੇ ਕਿਹਾ, ਪਿਛਲੇ ਚਾਰ ਸਾਲਾਂ ਦੌਰਾਨ ਪੰਜਾਬ ਵਿੱਚ ਰਿਕਾਰਡ ਉਦਯੋਗਿਕ ਨਿਵੇਸ਼ ਨੇ ਲਗਭਗ 5.5 ਲੱਖ ਨੌਕਰੀਆਂ ਪੈਦਾ ਕੀਤੀਆਂ ਹਨ। <box>392 612 556 647</box>
article-paragraph: ਮੁੱਖ ਮੰਤਰੀ ਭਗਵੰਤ ਸਿੰਘ ਮਾਨ ਨੇ ਕਿਹਾ, ਪੰਜਾਬ ਸਰਕਾਰ ਨੇ 'ਮੁੱਖ ਮੰਤਰੀ ਮਾਵਾਂ-ਧੀਆਂ ਸਤਿਕਾਰ ਯੋਜਨਾ' ਸ਼ੁਰੂ ਕੀਤੀ ਹੈ ਜਿਸ ਤਹਿਤ ਹਰ ਔਰਤ ਨੂੰ ਹਰ ਮਹੀਨੇ 1,000 ਰੁਪਏ ਅਤੇ ਅਨੁਸੂਚਿਤ ਜਾਤੀ ਭਾਈਚਾਰੇ ਦੀਆਂ ਔਰਤਾਂ ਨੂੰ 1,500 ਰੁਪਏ ਦਿੱਤੇ ਜਾਣਗੇ। <box>222 818 384 879</box>
article-paragraph: ਮੁੱਖ ਮੰਤਰੀ ਭਗਵੰਤ ਸਿੰਘ ਮਾਨ ਨੇ ਕਿਹਾ, ਪੰਜਾਬ ਵਿੱਚ ਸੜਕ ਸੁਰੱਖਿਆ ਫੋਰਸ ਸਥਾਪਤ ਕੀਤੀ ਗਈ ਹੈ ਜਿਸ ਕਾਰਨ ਹਾਦਸਿਆਂ ਵਿੱਚ ਮੌਤਾਂ ਵਿੱਚ 50.12 ਫ਼ੀਸਦ ਦੀ ਕਮੀ ਆਈ ਹੈ। ਸਫ਼ਰ ਦੌਰਾਨ ਜ਼ਖ਼ਮੀ ਹੋਣ ਵਾਲੇ 47,000 ਤੋਂ ਵੱਧ ਲੋਕਾਂ ਨੂੰ ਸਮੇਂ ਸਿਰ ਸਹਾਇਤਾ ਦਿੱਤੀ ਗਈ ਹੈ। <box>737 521 892 594</box>
